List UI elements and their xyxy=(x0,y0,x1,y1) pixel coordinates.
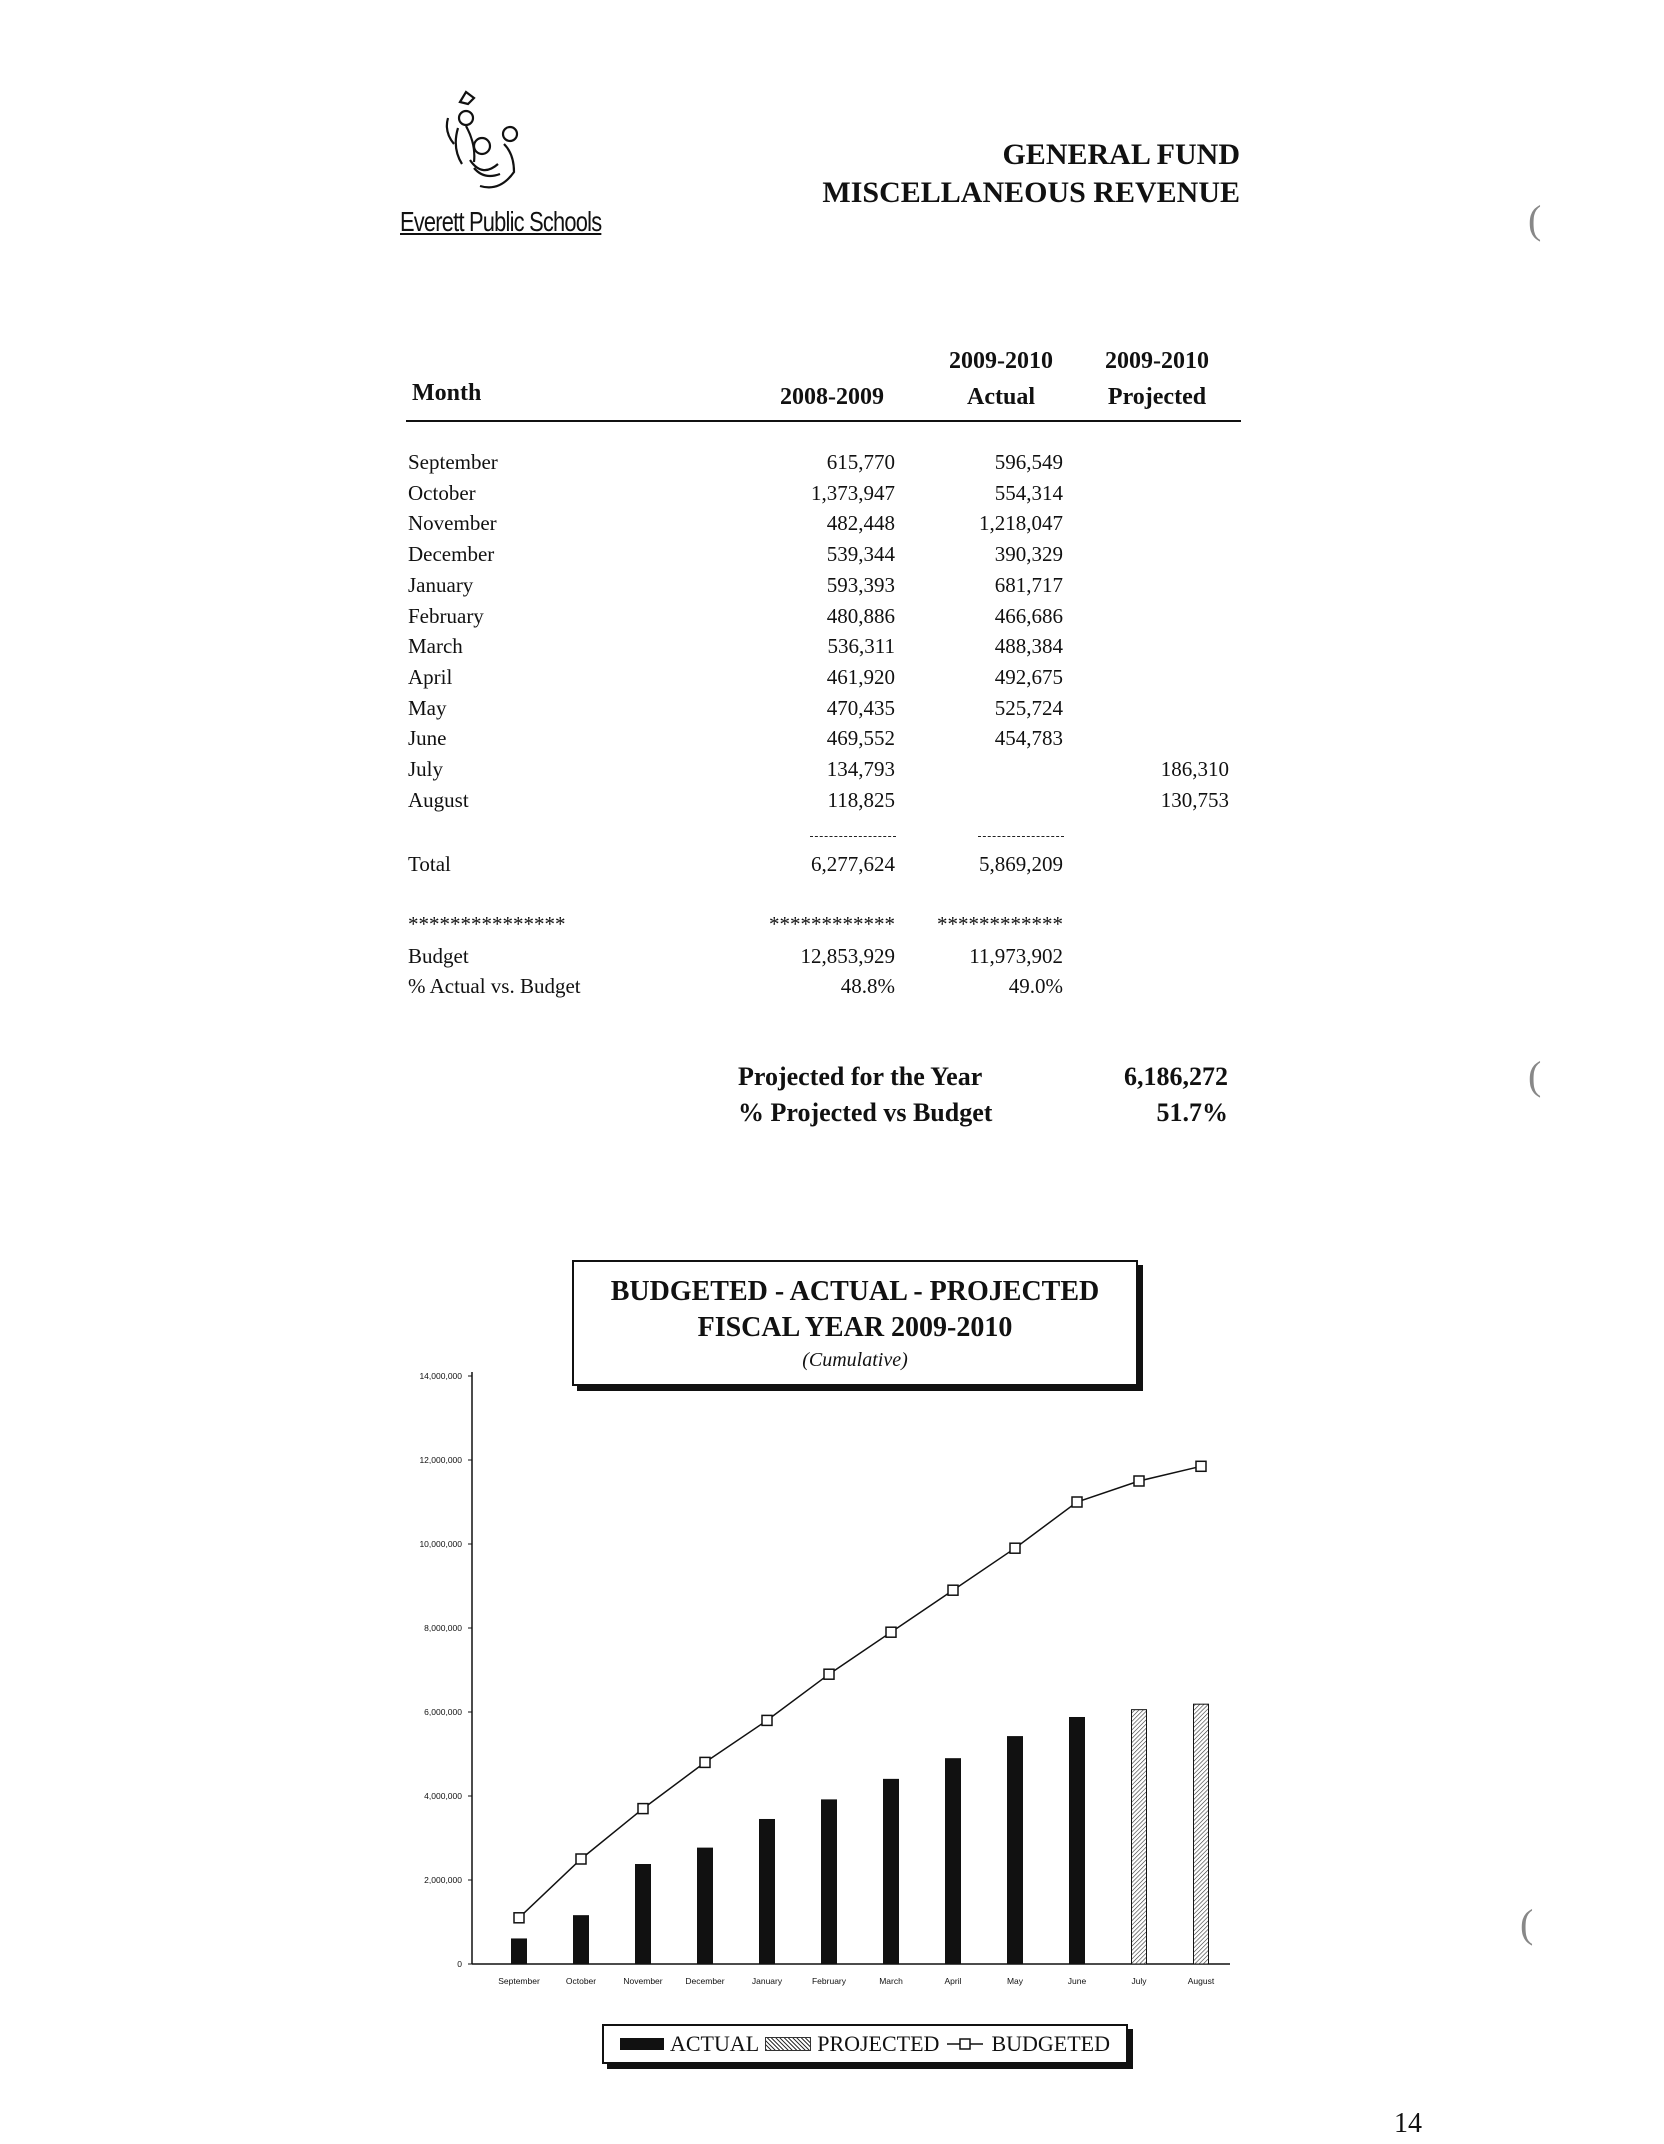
actual-bar xyxy=(1070,1717,1085,1964)
page-number: 14 xyxy=(1394,2108,1422,2139)
actual-cell: 390,329 xyxy=(994,542,1063,567)
actual-bar xyxy=(760,1819,775,1964)
table-row xyxy=(406,788,1241,818)
prev-year-cell: 615,770 xyxy=(826,450,895,474)
chart-legend xyxy=(602,2024,1128,2064)
x-tick-label: December xyxy=(685,1976,725,1986)
title-line-2: MISCELLANEOUS REVENUE xyxy=(822,176,1240,209)
prev-year-cell: 470,435 xyxy=(826,695,895,720)
legend-budgeted-label: BUDGETED xyxy=(991,2031,1110,2056)
projected-pct-value: 51.7% xyxy=(1156,1098,1228,1127)
col-header-projected: Projected xyxy=(1107,384,1207,410)
table-row xyxy=(406,481,1241,511)
month-cell: October xyxy=(408,480,476,505)
table-row-total xyxy=(406,852,1241,882)
total-rule-prev xyxy=(810,836,896,837)
stars-month: *************** xyxy=(408,912,566,936)
legend-budgeted xyxy=(945,2031,1110,2057)
actual-bar xyxy=(884,1779,899,1964)
col-header-2008-2009: 2008-2009 xyxy=(780,384,884,410)
month-cell: September xyxy=(408,450,498,474)
projected-cell: 130,753 xyxy=(1160,787,1229,812)
table-row xyxy=(406,573,1241,603)
actual-bar xyxy=(512,1939,527,1964)
x-tick-label: October xyxy=(565,1976,597,1986)
prev-year-cell: 1,373,947 xyxy=(811,480,895,505)
chart-title-line2: FISCAL YEAR 2009-2010 xyxy=(697,1312,1013,1343)
cumulative-chart xyxy=(380,1340,1230,2020)
prev-year-cell: 134,793 xyxy=(826,757,895,781)
margin-mark: ( xyxy=(1520,1901,1534,1946)
chart-subtitle: (Cumulative) xyxy=(802,1349,908,1371)
budgeted-point xyxy=(824,1669,834,1679)
table-row xyxy=(406,450,1241,480)
actual-cell: 681,717 xyxy=(994,572,1063,597)
prev-year-cell: 469,552 xyxy=(826,726,895,751)
projected-pct-row xyxy=(738,1098,1238,1132)
table-row xyxy=(406,696,1241,726)
month-cell: August xyxy=(408,787,469,812)
prev-year-cell: 593,393 xyxy=(826,572,895,597)
legend-actual xyxy=(620,2031,759,2057)
month-cell: December xyxy=(408,542,495,567)
district-logo xyxy=(400,88,610,248)
margin-mark: ( xyxy=(1528,1053,1542,1098)
actual-cell: 596,549 xyxy=(994,450,1063,474)
stars-actual: ************ xyxy=(937,912,1063,936)
legend-projected-label: PROJECTED xyxy=(817,2031,940,2056)
projected-bar xyxy=(1194,1704,1209,1964)
table-row xyxy=(406,757,1241,787)
budgeted-point xyxy=(1010,1543,1020,1553)
x-tick-label: February xyxy=(811,1976,847,1986)
actual-cell: 1,218,047 xyxy=(979,511,1063,536)
pct-label: % Actual vs. Budget xyxy=(408,974,581,998)
margin-mark: ( xyxy=(1528,197,1542,242)
total-prev: 6,277,624 xyxy=(811,852,895,876)
table-row xyxy=(406,726,1241,756)
projected-year-row xyxy=(738,1062,1238,1096)
budgeted-point xyxy=(514,1913,524,1923)
budgeted-point xyxy=(700,1757,710,1767)
prev-year-cell: 118,825 xyxy=(827,787,895,812)
header-rule xyxy=(406,420,1241,422)
col-header-month: Month xyxy=(412,380,482,406)
month-cell: May xyxy=(408,695,447,720)
budgeted-point xyxy=(1196,1461,1206,1471)
x-tick-label: June xyxy=(1067,1976,1087,1986)
actual-cell: 554,314 xyxy=(994,480,1063,505)
actual-bar xyxy=(1008,1737,1023,1964)
total-rule-actual xyxy=(978,836,1064,837)
chart-title: BUDGETED - ACTUAL - PROJECTED xyxy=(610,1276,1100,1307)
month-cell: November xyxy=(408,511,497,536)
month-cell: July xyxy=(408,757,444,781)
budget-actual: 11,973,902 xyxy=(969,944,1063,968)
month-cell: June xyxy=(408,726,447,751)
budgeted-point xyxy=(886,1627,896,1637)
prev-year-cell: 480,886 xyxy=(826,603,895,628)
table-row xyxy=(406,634,1241,664)
legend-actual-swatch xyxy=(620,2038,664,2050)
table-row-budget xyxy=(406,944,1241,974)
table-row xyxy=(406,604,1241,634)
legend-actual-label: ACTUAL xyxy=(669,2031,760,2056)
stars-prev: ************ xyxy=(769,912,895,936)
x-tick-label: September xyxy=(498,1976,540,1986)
x-tick-label: April xyxy=(944,1976,962,1986)
y-tick-label: 8,000,000 xyxy=(424,1623,462,1633)
document-title xyxy=(822,136,1240,212)
budgeted-line xyxy=(519,1466,1201,1918)
x-tick-label: November xyxy=(623,1976,663,1986)
actual-cell: 525,724 xyxy=(994,695,1063,720)
prev-year-cell: 461,920 xyxy=(826,664,895,689)
x-tick-label: August xyxy=(1187,1976,1215,1986)
y-tick-label: 6,000,000 xyxy=(424,1707,462,1717)
actual-bar xyxy=(698,1848,713,1964)
projected-year-label: Projected for the Year xyxy=(738,1062,983,1091)
month-cell: January xyxy=(408,572,474,597)
projected-cell: 186,310 xyxy=(1160,757,1229,781)
budgeted-point xyxy=(638,1804,648,1814)
table-row xyxy=(406,665,1241,695)
month-cell: April xyxy=(408,664,453,689)
projected-bar xyxy=(1132,1710,1147,1964)
y-tick-label: 2,000,000 xyxy=(424,1875,462,1885)
legend-projected-swatch xyxy=(765,2037,811,2051)
budgeted-point xyxy=(948,1585,958,1595)
prev-year-cell: 536,311 xyxy=(827,634,895,659)
actual-bar xyxy=(574,1916,589,1964)
actual-cell: 454,783 xyxy=(994,726,1063,751)
x-tick-label: January xyxy=(751,1976,783,1986)
month-cell: March xyxy=(408,634,463,659)
budgeted-point xyxy=(1134,1476,1144,1486)
y-tick-label: 12,000,000 xyxy=(419,1455,462,1465)
col-header-actual: Actual xyxy=(967,384,1035,410)
y-tick-label: 0 xyxy=(457,1959,462,1969)
total-label: Total xyxy=(408,852,451,876)
pct-actual: 49.0% xyxy=(1008,974,1063,998)
table-row-pct xyxy=(406,974,1241,1004)
projected-pct-label: % Projected vs Budget xyxy=(738,1098,993,1127)
prev-year-cell: 539,344 xyxy=(826,542,895,567)
prev-year-cell: 482,448 xyxy=(826,511,895,536)
table-row xyxy=(406,511,1241,541)
table-row-stars xyxy=(406,912,1241,942)
actual-cell: 488,384 xyxy=(994,634,1063,659)
table-row xyxy=(406,542,1241,572)
logo-wordmark: Everett Public Schools xyxy=(400,206,602,237)
col-header-projected-year: 2009-2010 xyxy=(1105,348,1209,374)
y-tick-label: 4,000,000 xyxy=(424,1791,462,1801)
budgeted-point xyxy=(576,1854,586,1864)
budgeted-point xyxy=(762,1715,772,1725)
actual-bar xyxy=(946,1759,961,1964)
col-header-actual-year: 2009-2010 xyxy=(949,348,1053,374)
x-tick-label: May xyxy=(1006,1976,1024,1986)
actual-cell: 492,675 xyxy=(994,664,1063,689)
legend-projected xyxy=(765,2031,939,2057)
projected-year-value: 6,186,272 xyxy=(1124,1062,1228,1091)
month-cell: February xyxy=(408,603,484,628)
total-actual: 5,869,209 xyxy=(979,852,1063,876)
actual-bar xyxy=(636,1865,651,1964)
actual-bar xyxy=(822,1800,837,1964)
title-line-1: GENERAL FUND xyxy=(1002,138,1240,171)
x-tick-label: March xyxy=(879,1976,903,1986)
budget-label: Budget xyxy=(408,944,469,968)
budget-prev: 12,853,929 xyxy=(800,944,895,968)
y-tick-label: 14,000,000 xyxy=(419,1371,462,1381)
x-tick-label: July xyxy=(1131,1976,1147,1986)
actual-cell: 466,686 xyxy=(994,603,1063,628)
chart-title-box xyxy=(572,1260,1138,1386)
logo-figures-icon xyxy=(400,88,540,200)
pct-prev: 48.8% xyxy=(840,974,895,998)
legend-budgeted-swatch xyxy=(945,2037,985,2051)
budgeted-point xyxy=(1072,1497,1082,1507)
chart-marks xyxy=(512,1461,1209,1964)
y-tick-label: 10,000,000 xyxy=(419,1539,462,1549)
